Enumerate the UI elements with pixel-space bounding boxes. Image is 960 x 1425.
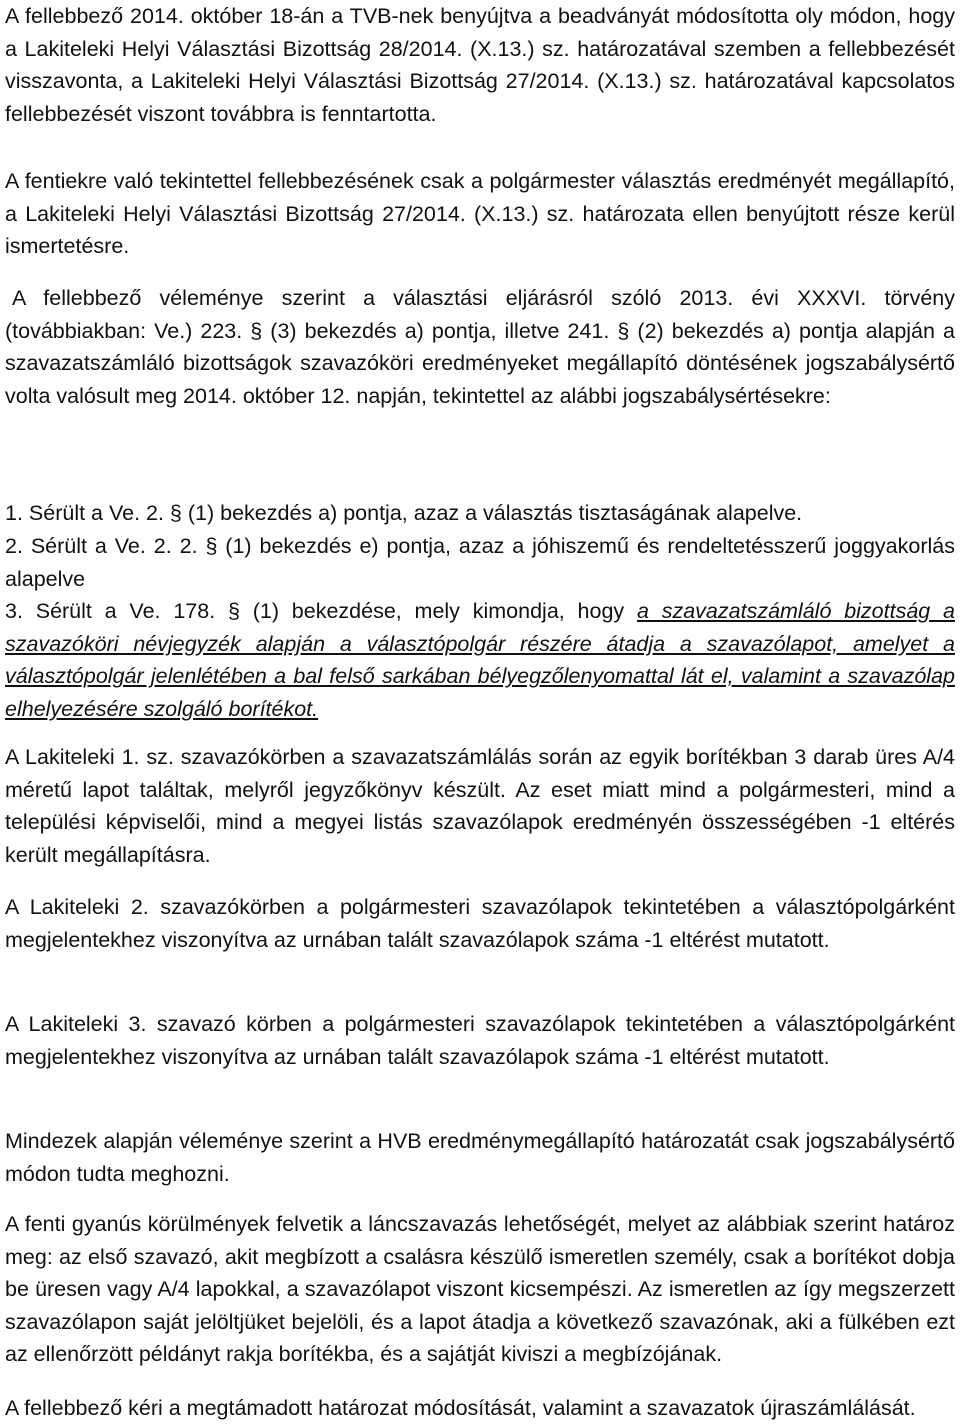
paragraph-appellant-opinion: A fellebbező véleménye szerint a választási eljárásról szóló 2013. évi XXXVI. törvény (továbbiakban: Ve.) 223. § (3) bekezdés a) pontja, illetve 241. § (2) bekezdés a) pontja alapján a szavazatszámláló bizottságok szavazóköri eredményeket megállapító döntésének jogszabálysértő volta valósult meg 2014. október 12. napján, tekintettel az alábbi jogszabálysértésekre:: [5, 286, 955, 408]
list-item-1: 1. Sérült a Ve. 2. § (1) bekezdés a) pontja, azaz a választás tisztaságának alapelve.: [5, 501, 803, 525]
paragraph-district-3: A Lakiteleki 3. szavazó körben a polgármesteri szavazólapok tekintetében a választópolgárként megjelentekhez viszonyítva az urnában talált szavazólapok száma -1 eltérést mutatott.: [5, 1012, 955, 1069]
list-item-2: 2. Sérült a Ve. 2. 2. § (1) bekezdés e) pontja, azaz a jóhiszemű és rendeltetésszerű joggyakorlás alapelve: [5, 534, 955, 591]
paragraph-scope-of-appeal: A fentiekre való tekintettel fellebbezésének csak a polgármester választás eredményét megállapító, a Lakiteleki Helyi Választási Bizottság 27/2014. (X.13.) sz. határozata ellen benyújtott része kerül ismertetésre.: [5, 169, 955, 258]
paragraph-district-1: A Lakiteleki 1. sz. szavazókörben a szavazatszámlálás során az egyik borítékban 3 darab üres A/4 méretű lapot találtak, melyről jegyzőkönyv készült. Az eset miatt mind a polgármesteri, mind a települési képviselői, mind a megyei listás szavazólapok eredményén összességében -1 eltérés került megállapításra.: [5, 745, 955, 867]
paragraph-appeal-modification: A fellebbező 2014. október 18-án a TVB-nek benyújtva a beadványát módosította oly módon, hogy a Lakiteleki Helyi Választási Bizottság 28/2014. (X.13.) sz. határozatával szemben a fellebbezését visszavonta, a Lakiteleki Helyi Választási Bizottság 27/2014. (X.13.) sz. határozatával kapcsolatos fellebbezését viszont továbbra is fenntartotta.: [5, 4, 955, 126]
list-item-3-prefix: 3. Sérült a Ve. 178. § (1) bekezdése, mely kimondja, hogy: [5, 599, 637, 623]
paragraph-request: A fellebbező kéri a megtámadott határozat módosítását, valamint a szavazatok újraszámlálását.: [5, 1396, 916, 1420]
list-item-3: [5, 595, 955, 725]
list-item-3-quote: a szavazatszámláló bizottság a szavazóköri névjegyzék alapján a választópolgár részére átadja a szavazólapot, amelyet a választópolgár jelenlétében a bal felső sarkában bélyegzőlenyomattal lát el, valamint a szavazólap elhelyezésére szolgáló borítékot.: [5, 599, 956, 721]
paragraph-chain-voting: A fenti gyanús körülmények felvetik a láncszavazás lehetőségét, melyet az alábbiak szerint határoz meg: az első szavazó, akit megbízott a csalásra készülő ismeretlen személy, csak a borítékot dobja be üresen vagy A/4 lapokkal, a szavazólapot viszont kicsempészi. Az ismeretlen az így megszerzett szavazólapon saját jelöltjüket bejelöli, és a lapot átadja a következő szavazónak, aki a fülkében ezt az ellenőrzött példányt rakja borítékba, és a sajátját kiviszi a megbízójának.: [5, 1212, 955, 1366]
paragraph-district-2: A Lakiteleki 2. szavazókörben a polgármesteri szavazólapok tekintetében a választópolgárként megjelentekhez viszonyítva az urnában talált szavazólapok száma -1 eltérést mutatott.: [5, 895, 955, 952]
paragraph-conclusion: Mindezek alapján véleménye szerint a HVB eredménymegállapító határozatát csak jogszabálysértő módon tudta meghozni.: [5, 1129, 955, 1186]
